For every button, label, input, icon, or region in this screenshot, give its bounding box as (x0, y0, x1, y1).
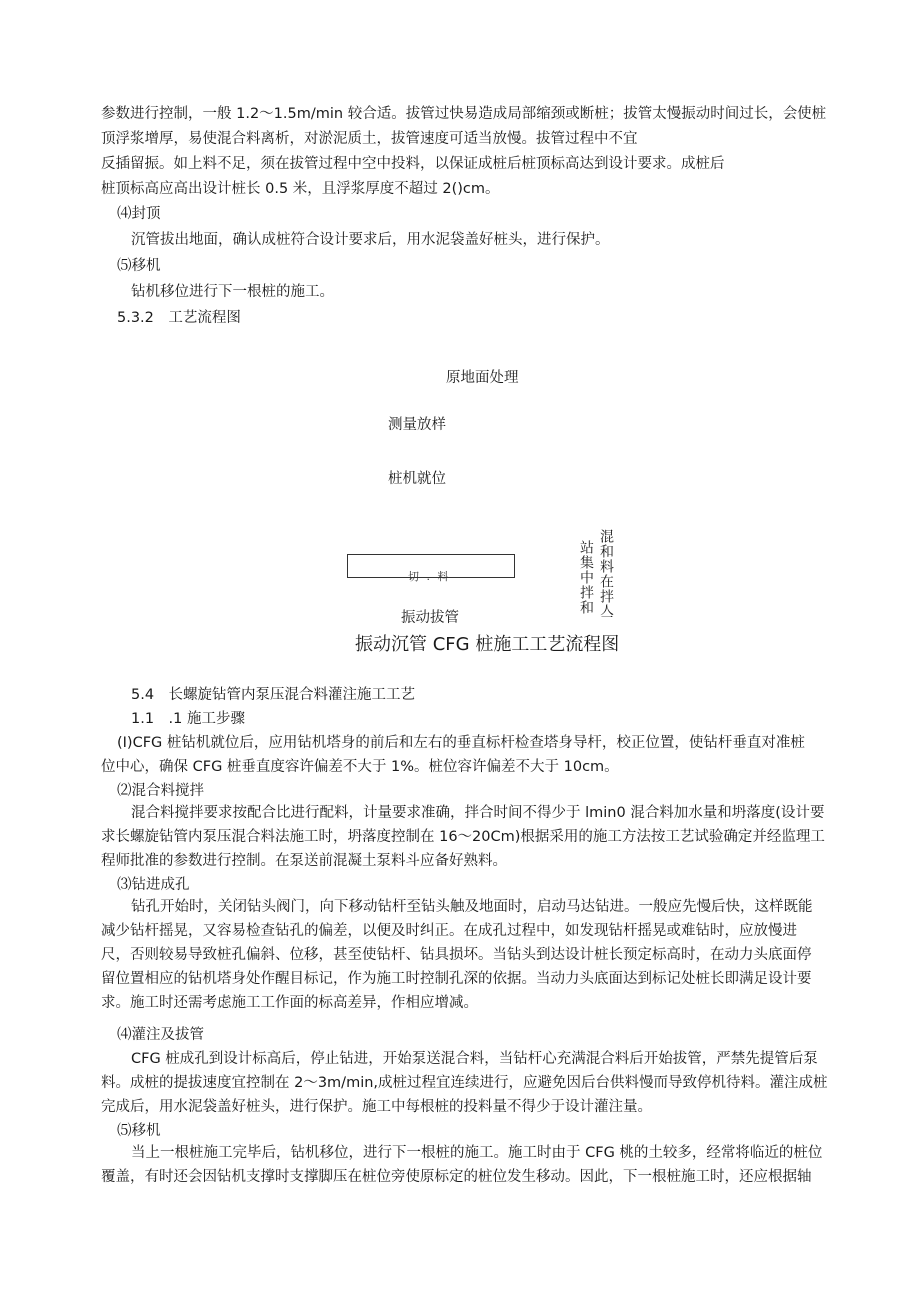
paragraph-line: 求。施工时还需考虑施工工作面的标高差异，作相应增减。 (101, 995, 478, 1011)
section-heading: 1.1 .1 施工步骤 (131, 711, 246, 727)
paragraph-line: 顶浮浆增厚，易使混合料离析，对淤泥质土，拔管速度可适当放慢。拔管过程中不宜 (101, 131, 638, 147)
flow-step-ground-treatment: 原地面处理 (446, 370, 519, 386)
step-heading: ⑵混合料搅拌 (117, 783, 204, 799)
flow-box-label: 切 . 料 (408, 570, 451, 583)
flow-step-survey: 测量放样 (388, 417, 446, 433)
paragraph-line: 覆盖，有时还会因钻机支撑时支撑脚压在桩位旁使原标定的桩位发生移动。因此，下一根桩施工时，还应根据轴 (101, 1169, 812, 1185)
step-heading: ⑶钻进成孔 (117, 877, 190, 893)
paragraph-line: 当上一根桩施工完毕后，钻机移位，进行下一根桩的施工。施工时由于 CFG 桃的土较多，经常将临近的桩位 (131, 1145, 823, 1161)
paragraph-line: 位中心，确保 CFG 桩垂直度容许偏差不大于 1%。桩位容许偏差不大于 10cm。 (101, 759, 619, 775)
paragraph-line: 钻孔开始时，关闭钻头阀门，向下移动钻杆至钻头触及地面时，启动马达钻进。一般应先慢后快，这样既能 (131, 899, 813, 915)
paragraph-line: 完成后，用水泥袋盖好桩头，进行保护。施工中每根桩的投料量不得少于设计灌注量。 (101, 1099, 652, 1115)
paragraph-line: 沉管拔出地面，确认成桩符合设计要求后，用水泥袋盖好桩头，进行保护。 (131, 232, 610, 248)
step-heading: ⑸移机 (117, 1123, 161, 1139)
step-heading: ⑸移机 (117, 258, 161, 274)
step-heading: ⑷灌注及拔管 (117, 1027, 204, 1043)
paragraph-line: 混合料搅拌要求按配合比进行配料，计量要求准确，拌合时间不得少于 lmin0 混合料加水量和坍落度(设计要 (131, 805, 825, 821)
paragraph-line: 钻机移位进行下一根桩的施工。 (131, 284, 334, 300)
flow-side-note-col1: 混和料在拌亼 (598, 529, 614, 619)
paragraph-line: 程师批准的参数进行控制。在泵送前混凝土泵料斗应备好熟料。 (101, 853, 507, 869)
flow-side-note-col2: 站集中拌和 (578, 540, 594, 615)
flow-step-rig-position: 桩机就位 (388, 471, 446, 487)
section-heading: 5.4 长螺旋钻管内泵压混合料灌注施工工艺 (131, 687, 416, 703)
paragraph-line: 留位置相应的钻机塔身处作醒目标记，作为施工时控制孔深的依据。当动力头底面达到标记处桩长即满足设计要 (101, 971, 812, 987)
flow-step-vibrate-pull: 振动拔管 (401, 610, 459, 626)
paragraph-line: 减少钻杆摇晃，又容易检查钻孔的偏差，以便及时纠正。在成孔过程中，如发现钻杆摇晃或难钻时，应放慢进 (101, 923, 797, 939)
section-heading: 5.3.2 工艺流程图 (117, 310, 241, 326)
flowchart-caption: 振动沉管 CFG 桩施工工艺流程图 (355, 634, 620, 655)
paragraph-line: (I)CFG 桩钻机就位后，应用钻机塔身的前后和左右的垂直标杆检查塔身导杆，校正位置，使钻杆垂直对准桩 (117, 735, 805, 751)
paragraph-line: CFG 桩成孔到设计标高后，停止钻进，开始泵送混合料，当钻杆心充满混合料后开始拔管，严禁先提管后泵 (131, 1051, 818, 1067)
paragraph-line: 尺，否则较易导致桩孔偏斜、位移，甚至使钻杆、钻具损坏。当钻头到达设计桩长预定标高时，在动力头底面停 (101, 947, 812, 963)
paragraph-line: 求长螺旋钻管内泵压混合料法施工时，坍落度控制在 16～20Cm)根据采用的施工方法按工艺试验确定并经监理工 (101, 829, 825, 845)
paragraph-line: 参数进行控制，一般 1.2～1.5m/min 较合适。拔管过快易造成局部缩颈或断桩；拔管太慢振动时间过长，会使桩 (101, 106, 827, 122)
paragraph-line: 料。成桩的提拔速度宜控制在 2～3m∕min,成桩过程宜连续进行，应避免因后台供料慢而导致停机待料。灌注成桩 (101, 1075, 828, 1091)
step-heading: ⑷封顶 (117, 206, 161, 222)
paragraph-line: 桩顶标高应高出设计桩长 0.5 米，且浮浆厚度不超过 2()cm。 (101, 181, 500, 197)
paragraph-line: 反插留振。如上料不足，须在拔管过程中空中投料，以保证成桩后桩顶标高达到设计要求。成桩后 (101, 156, 725, 172)
